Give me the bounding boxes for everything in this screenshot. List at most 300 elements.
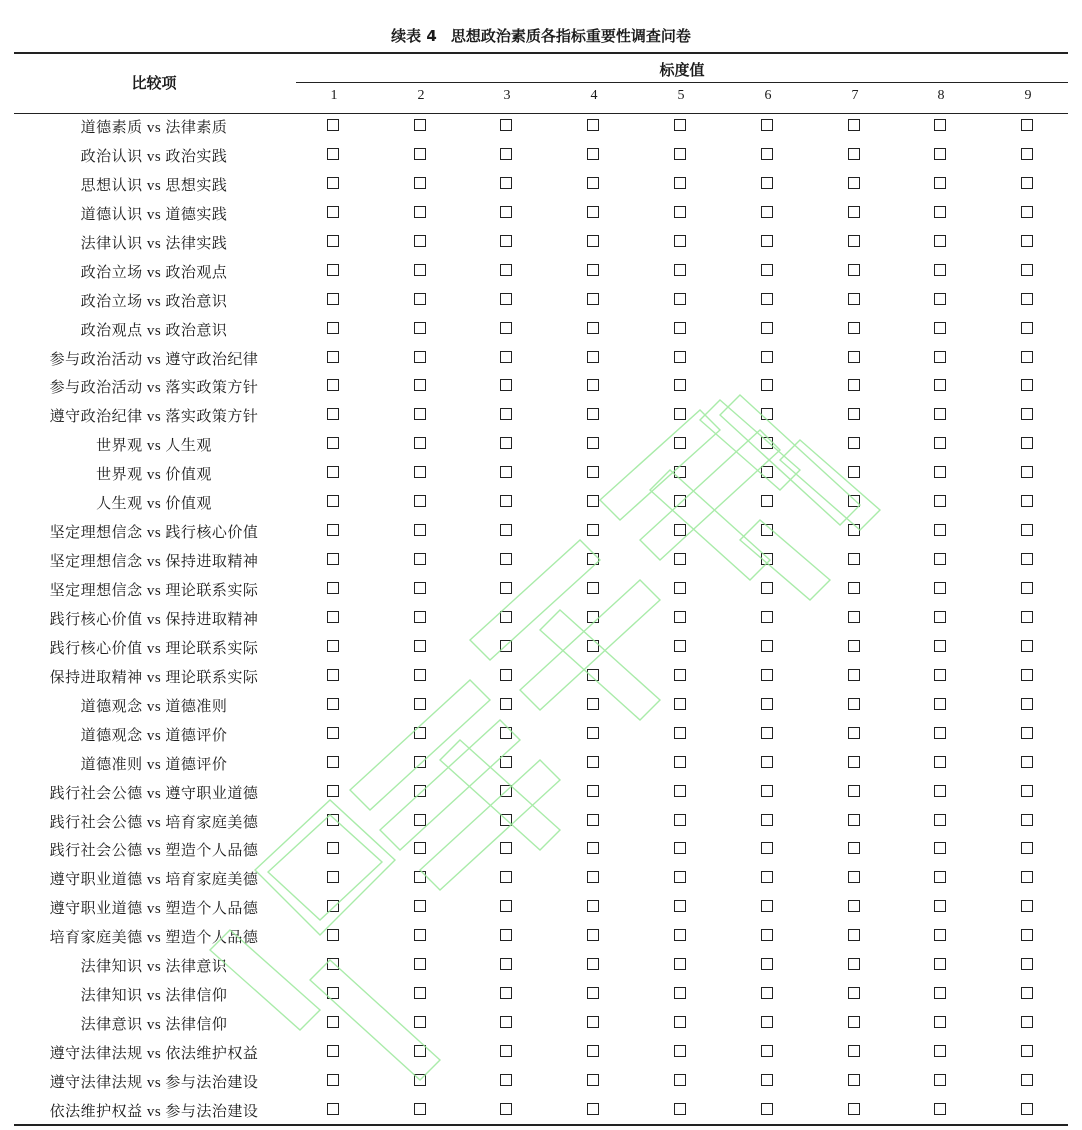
- scale-checkbox-1[interactable]: [327, 235, 339, 247]
- scale-checkbox-5[interactable]: [674, 264, 686, 276]
- scale-checkbox-1[interactable]: [327, 495, 339, 507]
- scale-checkbox-6[interactable]: [761, 900, 773, 912]
- scale-checkbox-5[interactable]: [674, 148, 686, 160]
- scale-checkbox-8[interactable]: [934, 640, 946, 652]
- scale-checkbox-1[interactable]: [327, 698, 339, 710]
- scale-checkbox-1[interactable]: [327, 206, 339, 218]
- scale-checkbox-9[interactable]: [1021, 264, 1033, 276]
- scale-checkbox-7[interactable]: [848, 958, 860, 970]
- scale-checkbox-5[interactable]: [674, 351, 686, 363]
- scale-checkbox-6[interactable]: [761, 524, 773, 536]
- scale-checkbox-2[interactable]: [414, 408, 426, 420]
- scale-checkbox-8[interactable]: [934, 987, 946, 999]
- scale-checkbox-4[interactable]: [587, 611, 599, 623]
- scale-checkbox-2[interactable]: [414, 437, 426, 449]
- scale-checkbox-7[interactable]: [848, 900, 860, 912]
- scale-checkbox-8[interactable]: [934, 958, 946, 970]
- scale-checkbox-7[interactable]: [848, 611, 860, 623]
- scale-checkbox-3[interactable]: [500, 1074, 512, 1086]
- scale-checkbox-7[interactable]: [848, 756, 860, 768]
- scale-checkbox-4[interactable]: [587, 698, 599, 710]
- scale-checkbox-6[interactable]: [761, 1016, 773, 1028]
- scale-checkbox-9[interactable]: [1021, 322, 1033, 334]
- scale-checkbox-7[interactable]: [848, 871, 860, 883]
- scale-checkbox-2[interactable]: [414, 293, 426, 305]
- scale-checkbox-2[interactable]: [414, 871, 426, 883]
- scale-checkbox-5[interactable]: [674, 553, 686, 565]
- scale-checkbox-7[interactable]: [848, 1074, 860, 1086]
- scale-checkbox-6[interactable]: [761, 727, 773, 739]
- scale-checkbox-2[interactable]: [414, 582, 426, 594]
- scale-checkbox-5[interactable]: [674, 669, 686, 681]
- scale-checkbox-8[interactable]: [934, 842, 946, 854]
- scale-checkbox-3[interactable]: [500, 408, 512, 420]
- scale-checkbox-3[interactable]: [500, 987, 512, 999]
- scale-checkbox-9[interactable]: [1021, 814, 1033, 826]
- scale-checkbox-8[interactable]: [934, 1074, 946, 1086]
- scale-checkbox-2[interactable]: [414, 929, 426, 941]
- scale-checkbox-3[interactable]: [500, 756, 512, 768]
- scale-checkbox-3[interactable]: [500, 900, 512, 912]
- scale-checkbox-7[interactable]: [848, 351, 860, 363]
- scale-checkbox-3[interactable]: [500, 1045, 512, 1057]
- scale-checkbox-8[interactable]: [934, 814, 946, 826]
- scale-checkbox-5[interactable]: [674, 698, 686, 710]
- scale-checkbox-3[interactable]: [500, 206, 512, 218]
- scale-checkbox-4[interactable]: [587, 756, 599, 768]
- scale-checkbox-6[interactable]: [761, 206, 773, 218]
- scale-checkbox-7[interactable]: [848, 1045, 860, 1057]
- scale-checkbox-5[interactable]: [674, 1103, 686, 1115]
- scale-checkbox-8[interactable]: [934, 437, 946, 449]
- scale-checkbox-4[interactable]: [587, 437, 599, 449]
- scale-checkbox-4[interactable]: [587, 814, 599, 826]
- scale-checkbox-7[interactable]: [848, 524, 860, 536]
- scale-checkbox-1[interactable]: [327, 322, 339, 334]
- scale-checkbox-2[interactable]: [414, 640, 426, 652]
- scale-checkbox-2[interactable]: [414, 785, 426, 797]
- scale-checkbox-2[interactable]: [414, 553, 426, 565]
- scale-checkbox-4[interactable]: [587, 958, 599, 970]
- scale-checkbox-5[interactable]: [674, 1016, 686, 1028]
- scale-checkbox-8[interactable]: [934, 611, 946, 623]
- scale-checkbox-8[interactable]: [934, 293, 946, 305]
- scale-checkbox-6[interactable]: [761, 437, 773, 449]
- scale-checkbox-2[interactable]: [414, 727, 426, 739]
- scale-checkbox-3[interactable]: [500, 669, 512, 681]
- scale-checkbox-5[interactable]: [674, 814, 686, 826]
- scale-checkbox-3[interactable]: [500, 958, 512, 970]
- scale-checkbox-1[interactable]: [327, 756, 339, 768]
- scale-checkbox-9[interactable]: [1021, 929, 1033, 941]
- scale-checkbox-3[interactable]: [500, 871, 512, 883]
- scale-checkbox-7[interactable]: [848, 235, 860, 247]
- scale-checkbox-2[interactable]: [414, 958, 426, 970]
- scale-checkbox-3[interactable]: [500, 640, 512, 652]
- scale-checkbox-3[interactable]: [500, 842, 512, 854]
- scale-checkbox-5[interactable]: [674, 1074, 686, 1086]
- scale-checkbox-1[interactable]: [327, 582, 339, 594]
- scale-checkbox-6[interactable]: [761, 842, 773, 854]
- scale-checkbox-6[interactable]: [761, 669, 773, 681]
- scale-checkbox-4[interactable]: [587, 582, 599, 594]
- scale-checkbox-5[interactable]: [674, 235, 686, 247]
- scale-checkbox-6[interactable]: [761, 177, 773, 189]
- scale-checkbox-1[interactable]: [327, 524, 339, 536]
- scale-checkbox-6[interactable]: [761, 640, 773, 652]
- scale-checkbox-7[interactable]: [848, 148, 860, 160]
- scale-checkbox-9[interactable]: [1021, 524, 1033, 536]
- scale-checkbox-3[interactable]: [500, 553, 512, 565]
- scale-checkbox-4[interactable]: [587, 842, 599, 854]
- scale-checkbox-2[interactable]: [414, 900, 426, 912]
- scale-checkbox-5[interactable]: [674, 379, 686, 391]
- scale-checkbox-5[interactable]: [674, 524, 686, 536]
- scale-checkbox-8[interactable]: [934, 669, 946, 681]
- scale-checkbox-1[interactable]: [327, 379, 339, 391]
- scale-checkbox-9[interactable]: [1021, 1103, 1033, 1115]
- scale-checkbox-7[interactable]: [848, 466, 860, 478]
- scale-checkbox-4[interactable]: [587, 293, 599, 305]
- scale-checkbox-8[interactable]: [934, 698, 946, 710]
- scale-checkbox-2[interactable]: [414, 756, 426, 768]
- scale-checkbox-9[interactable]: [1021, 437, 1033, 449]
- scale-checkbox-8[interactable]: [934, 322, 946, 334]
- scale-checkbox-2[interactable]: [414, 264, 426, 276]
- scale-checkbox-5[interactable]: [674, 322, 686, 334]
- scale-checkbox-6[interactable]: [761, 235, 773, 247]
- scale-checkbox-9[interactable]: [1021, 727, 1033, 739]
- scale-checkbox-5[interactable]: [674, 640, 686, 652]
- scale-checkbox-1[interactable]: [327, 437, 339, 449]
- scale-checkbox-8[interactable]: [934, 351, 946, 363]
- scale-checkbox-4[interactable]: [587, 1016, 599, 1028]
- scale-checkbox-7[interactable]: [848, 842, 860, 854]
- scale-checkbox-8[interactable]: [934, 264, 946, 276]
- scale-checkbox-7[interactable]: [848, 553, 860, 565]
- scale-checkbox-5[interactable]: [674, 929, 686, 941]
- scale-checkbox-9[interactable]: [1021, 871, 1033, 883]
- scale-checkbox-9[interactable]: [1021, 611, 1033, 623]
- scale-checkbox-3[interactable]: [500, 148, 512, 160]
- scale-checkbox-6[interactable]: [761, 987, 773, 999]
- scale-checkbox-1[interactable]: [327, 119, 339, 131]
- scale-checkbox-7[interactable]: [848, 640, 860, 652]
- scale-checkbox-4[interactable]: [587, 900, 599, 912]
- scale-checkbox-6[interactable]: [761, 264, 773, 276]
- scale-checkbox-7[interactable]: [848, 322, 860, 334]
- scale-checkbox-9[interactable]: [1021, 987, 1033, 999]
- scale-checkbox-6[interactable]: [761, 148, 773, 160]
- scale-checkbox-3[interactable]: [500, 322, 512, 334]
- scale-checkbox-7[interactable]: [848, 987, 860, 999]
- scale-checkbox-3[interactable]: [500, 1016, 512, 1028]
- scale-checkbox-8[interactable]: [934, 785, 946, 797]
- scale-checkbox-8[interactable]: [934, 495, 946, 507]
- scale-checkbox-7[interactable]: [848, 698, 860, 710]
- scale-checkbox-6[interactable]: [761, 322, 773, 334]
- scale-checkbox-5[interactable]: [674, 958, 686, 970]
- scale-checkbox-3[interactable]: [500, 814, 512, 826]
- scale-checkbox-1[interactable]: [327, 669, 339, 681]
- scale-checkbox-5[interactable]: [674, 495, 686, 507]
- scale-checkbox-4[interactable]: [587, 1074, 599, 1086]
- scale-checkbox-2[interactable]: [414, 524, 426, 536]
- scale-checkbox-3[interactable]: [500, 1103, 512, 1115]
- scale-checkbox-5[interactable]: [674, 119, 686, 131]
- scale-checkbox-6[interactable]: [761, 408, 773, 420]
- scale-checkbox-1[interactable]: [327, 640, 339, 652]
- scale-checkbox-1[interactable]: [327, 408, 339, 420]
- scale-checkbox-2[interactable]: [414, 322, 426, 334]
- scale-checkbox-6[interactable]: [761, 293, 773, 305]
- scale-checkbox-8[interactable]: [934, 1045, 946, 1057]
- scale-checkbox-5[interactable]: [674, 727, 686, 739]
- scale-checkbox-9[interactable]: [1021, 466, 1033, 478]
- scale-checkbox-8[interactable]: [934, 582, 946, 594]
- scale-checkbox-3[interactable]: [500, 466, 512, 478]
- scale-checkbox-4[interactable]: [587, 235, 599, 247]
- scale-checkbox-2[interactable]: [414, 1103, 426, 1115]
- scale-checkbox-3[interactable]: [500, 379, 512, 391]
- scale-checkbox-2[interactable]: [414, 669, 426, 681]
- scale-checkbox-1[interactable]: [327, 871, 339, 883]
- scale-checkbox-6[interactable]: [761, 495, 773, 507]
- scale-checkbox-3[interactable]: [500, 437, 512, 449]
- scale-checkbox-5[interactable]: [674, 293, 686, 305]
- scale-checkbox-6[interactable]: [761, 119, 773, 131]
- scale-checkbox-8[interactable]: [934, 466, 946, 478]
- scale-checkbox-1[interactable]: [327, 958, 339, 970]
- scale-checkbox-2[interactable]: [414, 698, 426, 710]
- scale-checkbox-1[interactable]: [327, 351, 339, 363]
- scale-checkbox-9[interactable]: [1021, 177, 1033, 189]
- scale-checkbox-8[interactable]: [934, 524, 946, 536]
- scale-checkbox-5[interactable]: [674, 785, 686, 797]
- scale-checkbox-3[interactable]: [500, 293, 512, 305]
- scale-checkbox-7[interactable]: [848, 293, 860, 305]
- scale-checkbox-6[interactable]: [761, 958, 773, 970]
- scale-checkbox-7[interactable]: [848, 264, 860, 276]
- scale-checkbox-9[interactable]: [1021, 756, 1033, 768]
- scale-checkbox-2[interactable]: [414, 177, 426, 189]
- scale-checkbox-8[interactable]: [934, 206, 946, 218]
- scale-checkbox-3[interactable]: [500, 929, 512, 941]
- scale-checkbox-7[interactable]: [848, 727, 860, 739]
- scale-checkbox-2[interactable]: [414, 1045, 426, 1057]
- scale-checkbox-2[interactable]: [414, 351, 426, 363]
- scale-checkbox-5[interactable]: [674, 1045, 686, 1057]
- scale-checkbox-3[interactable]: [500, 698, 512, 710]
- scale-checkbox-8[interactable]: [934, 148, 946, 160]
- scale-checkbox-6[interactable]: [761, 582, 773, 594]
- scale-checkbox-4[interactable]: [587, 1103, 599, 1115]
- scale-checkbox-8[interactable]: [934, 177, 946, 189]
- scale-checkbox-6[interactable]: [761, 929, 773, 941]
- scale-checkbox-1[interactable]: [327, 466, 339, 478]
- scale-checkbox-8[interactable]: [934, 1016, 946, 1028]
- scale-checkbox-3[interactable]: [500, 727, 512, 739]
- scale-checkbox-5[interactable]: [674, 987, 686, 999]
- scale-checkbox-4[interactable]: [587, 524, 599, 536]
- scale-checkbox-1[interactable]: [327, 553, 339, 565]
- scale-checkbox-4[interactable]: [587, 119, 599, 131]
- scale-checkbox-1[interactable]: [327, 1103, 339, 1115]
- scale-checkbox-4[interactable]: [587, 322, 599, 334]
- scale-checkbox-7[interactable]: [848, 495, 860, 507]
- scale-checkbox-6[interactable]: [761, 351, 773, 363]
- scale-checkbox-2[interactable]: [414, 611, 426, 623]
- scale-checkbox-5[interactable]: [674, 900, 686, 912]
- scale-checkbox-9[interactable]: [1021, 1016, 1033, 1028]
- scale-checkbox-6[interactable]: [761, 553, 773, 565]
- scale-checkbox-1[interactable]: [327, 727, 339, 739]
- scale-checkbox-6[interactable]: [761, 1074, 773, 1086]
- scale-checkbox-5[interactable]: [674, 611, 686, 623]
- scale-checkbox-4[interactable]: [587, 206, 599, 218]
- scale-checkbox-6[interactable]: [761, 756, 773, 768]
- scale-checkbox-7[interactable]: [848, 669, 860, 681]
- scale-checkbox-4[interactable]: [587, 727, 599, 739]
- scale-checkbox-7[interactable]: [848, 408, 860, 420]
- scale-checkbox-8[interactable]: [934, 379, 946, 391]
- scale-checkbox-2[interactable]: [414, 379, 426, 391]
- scale-checkbox-4[interactable]: [587, 466, 599, 478]
- scale-checkbox-8[interactable]: [934, 871, 946, 883]
- scale-checkbox-9[interactable]: [1021, 293, 1033, 305]
- scale-checkbox-4[interactable]: [587, 148, 599, 160]
- scale-checkbox-1[interactable]: [327, 611, 339, 623]
- scale-checkbox-4[interactable]: [587, 553, 599, 565]
- scale-checkbox-2[interactable]: [414, 206, 426, 218]
- scale-checkbox-2[interactable]: [414, 119, 426, 131]
- scale-checkbox-9[interactable]: [1021, 495, 1033, 507]
- scale-checkbox-4[interactable]: [587, 379, 599, 391]
- scale-checkbox-9[interactable]: [1021, 119, 1033, 131]
- scale-checkbox-2[interactable]: [414, 1016, 426, 1028]
- scale-checkbox-4[interactable]: [587, 408, 599, 420]
- scale-checkbox-8[interactable]: [934, 727, 946, 739]
- scale-checkbox-5[interactable]: [674, 756, 686, 768]
- scale-checkbox-4[interactable]: [587, 1045, 599, 1057]
- scale-checkbox-4[interactable]: [587, 264, 599, 276]
- scale-checkbox-9[interactable]: [1021, 900, 1033, 912]
- scale-checkbox-9[interactable]: [1021, 842, 1033, 854]
- scale-checkbox-3[interactable]: [500, 264, 512, 276]
- scale-checkbox-5[interactable]: [674, 466, 686, 478]
- scale-checkbox-1[interactable]: [327, 785, 339, 797]
- scale-checkbox-6[interactable]: [761, 379, 773, 391]
- scale-checkbox-4[interactable]: [587, 785, 599, 797]
- scale-checkbox-4[interactable]: [587, 871, 599, 883]
- scale-checkbox-6[interactable]: [761, 785, 773, 797]
- scale-checkbox-3[interactable]: [500, 582, 512, 594]
- scale-checkbox-9[interactable]: [1021, 698, 1033, 710]
- scale-checkbox-1[interactable]: [327, 293, 339, 305]
- scale-checkbox-3[interactable]: [500, 235, 512, 247]
- scale-checkbox-8[interactable]: [934, 756, 946, 768]
- scale-checkbox-1[interactable]: [327, 842, 339, 854]
- scale-checkbox-1[interactable]: [327, 929, 339, 941]
- scale-checkbox-9[interactable]: [1021, 640, 1033, 652]
- scale-checkbox-5[interactable]: [674, 842, 686, 854]
- scale-checkbox-7[interactable]: [848, 206, 860, 218]
- scale-checkbox-6[interactable]: [761, 466, 773, 478]
- scale-checkbox-9[interactable]: [1021, 235, 1033, 247]
- scale-checkbox-2[interactable]: [414, 495, 426, 507]
- scale-checkbox-1[interactable]: [327, 264, 339, 276]
- scale-checkbox-3[interactable]: [500, 351, 512, 363]
- scale-checkbox-6[interactable]: [761, 1045, 773, 1057]
- scale-checkbox-9[interactable]: [1021, 408, 1033, 420]
- scale-checkbox-9[interactable]: [1021, 379, 1033, 391]
- scale-checkbox-7[interactable]: [848, 1016, 860, 1028]
- scale-checkbox-1[interactable]: [327, 987, 339, 999]
- scale-checkbox-2[interactable]: [414, 1074, 426, 1086]
- scale-checkbox-9[interactable]: [1021, 148, 1033, 160]
- scale-checkbox-3[interactable]: [500, 177, 512, 189]
- scale-checkbox-8[interactable]: [934, 119, 946, 131]
- scale-checkbox-8[interactable]: [934, 408, 946, 420]
- scale-checkbox-8[interactable]: [934, 929, 946, 941]
- scale-checkbox-8[interactable]: [934, 1103, 946, 1115]
- scale-checkbox-5[interactable]: [674, 177, 686, 189]
- scale-checkbox-3[interactable]: [500, 119, 512, 131]
- scale-checkbox-5[interactable]: [674, 437, 686, 449]
- scale-checkbox-7[interactable]: [848, 437, 860, 449]
- scale-checkbox-9[interactable]: [1021, 1045, 1033, 1057]
- scale-checkbox-6[interactable]: [761, 1103, 773, 1115]
- scale-checkbox-7[interactable]: [848, 1103, 860, 1115]
- scale-checkbox-2[interactable]: [414, 987, 426, 999]
- scale-checkbox-5[interactable]: [674, 408, 686, 420]
- scale-checkbox-6[interactable]: [761, 871, 773, 883]
- scale-checkbox-6[interactable]: [761, 698, 773, 710]
- scale-checkbox-2[interactable]: [414, 814, 426, 826]
- scale-checkbox-3[interactable]: [500, 495, 512, 507]
- scale-checkbox-9[interactable]: [1021, 553, 1033, 565]
- scale-checkbox-4[interactable]: [587, 987, 599, 999]
- scale-checkbox-5[interactable]: [674, 206, 686, 218]
- scale-checkbox-7[interactable]: [848, 929, 860, 941]
- scale-checkbox-4[interactable]: [587, 177, 599, 189]
- scale-checkbox-9[interactable]: [1021, 206, 1033, 218]
- scale-checkbox-4[interactable]: [587, 640, 599, 652]
- scale-checkbox-8[interactable]: [934, 900, 946, 912]
- scale-checkbox-9[interactable]: [1021, 1074, 1033, 1086]
- scale-checkbox-3[interactable]: [500, 524, 512, 536]
- scale-checkbox-7[interactable]: [848, 379, 860, 391]
- scale-checkbox-1[interactable]: [327, 148, 339, 160]
- scale-checkbox-1[interactable]: [327, 177, 339, 189]
- scale-checkbox-7[interactable]: [848, 785, 860, 797]
- scale-checkbox-1[interactable]: [327, 1016, 339, 1028]
- scale-checkbox-7[interactable]: [848, 582, 860, 594]
- scale-checkbox-5[interactable]: [674, 582, 686, 594]
- scale-checkbox-1[interactable]: [327, 814, 339, 826]
- scale-checkbox-3[interactable]: [500, 785, 512, 797]
- scale-checkbox-6[interactable]: [761, 611, 773, 623]
- scale-checkbox-9[interactable]: [1021, 351, 1033, 363]
- scale-checkbox-6[interactable]: [761, 814, 773, 826]
- scale-checkbox-1[interactable]: [327, 900, 339, 912]
- scale-checkbox-2[interactable]: [414, 842, 426, 854]
- scale-checkbox-8[interactable]: [934, 553, 946, 565]
- scale-checkbox-9[interactable]: [1021, 958, 1033, 970]
- scale-checkbox-9[interactable]: [1021, 582, 1033, 594]
- scale-checkbox-5[interactable]: [674, 871, 686, 883]
- scale-checkbox-4[interactable]: [587, 495, 599, 507]
